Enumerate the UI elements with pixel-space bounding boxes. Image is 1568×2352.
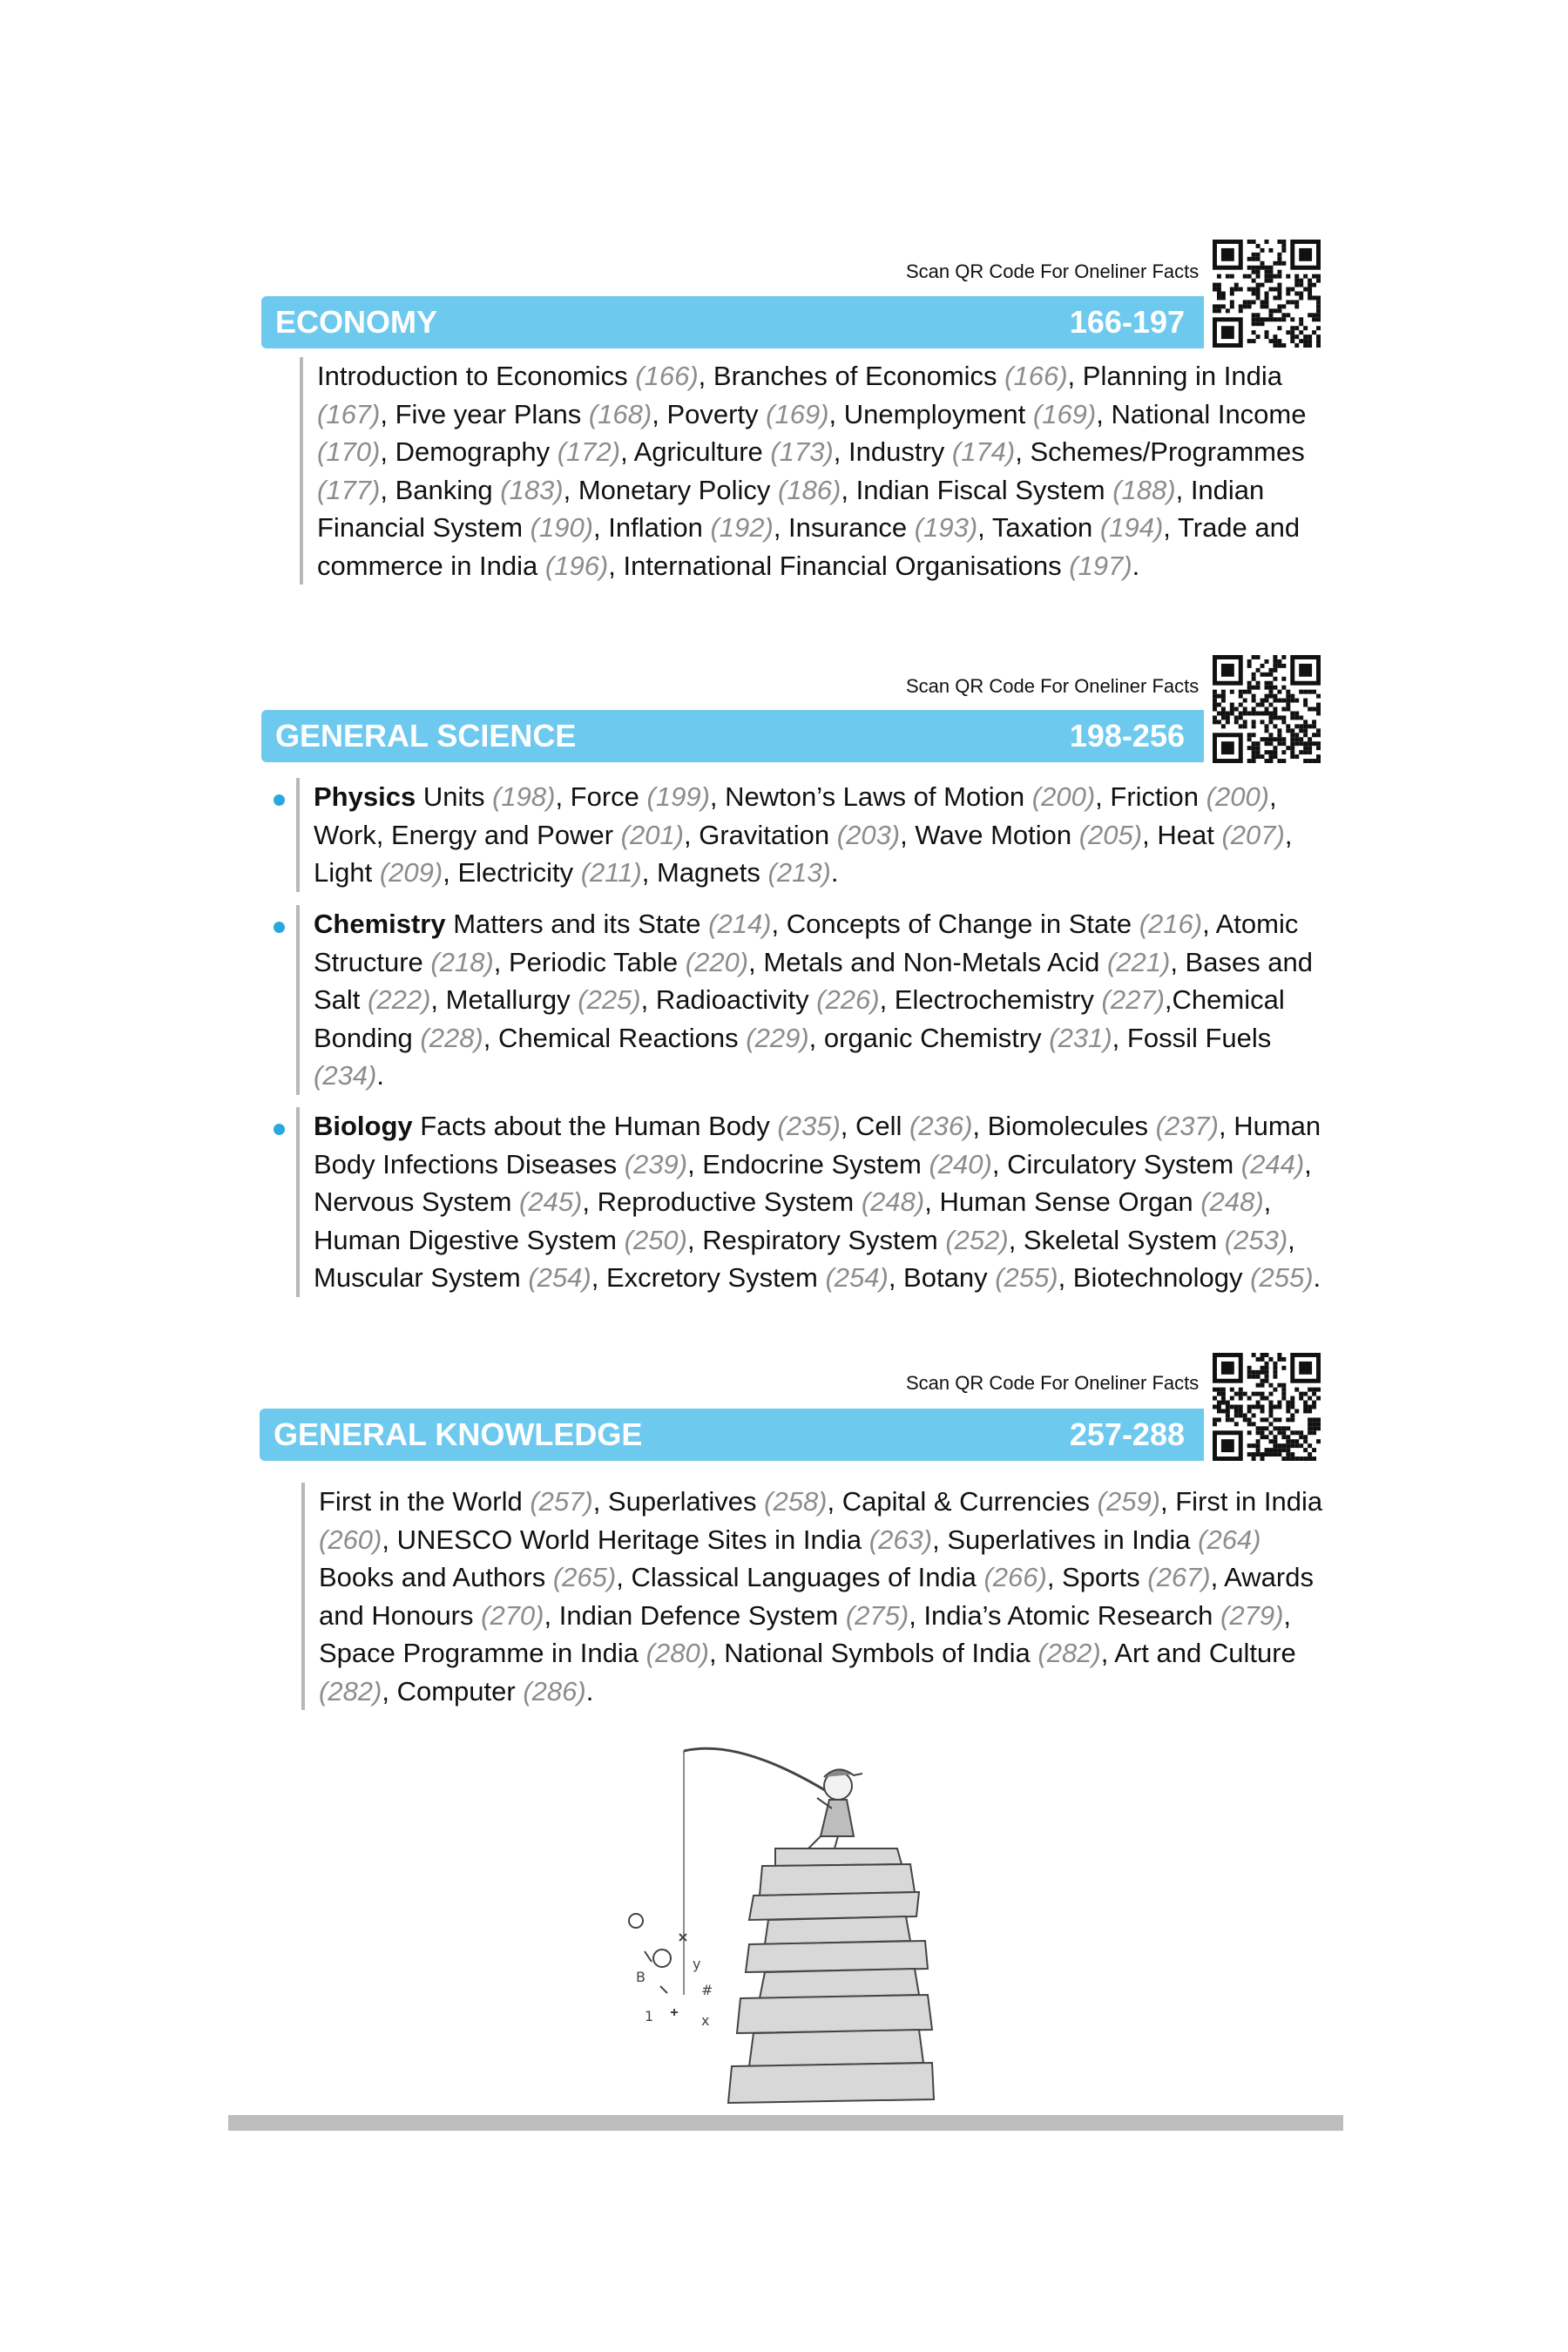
page-reference: (248) xyxy=(1200,1186,1264,1217)
gk-page-range: 257-288 xyxy=(1069,1416,1185,1452)
topic-text: , Bases and Salt xyxy=(314,946,1314,1015)
topic-text: , Magnets xyxy=(641,857,768,888)
page-reference: (275) xyxy=(845,1599,909,1631)
topic-text: , Industry xyxy=(833,436,952,467)
page-reference: (263) xyxy=(868,1524,933,1555)
page-reference: (168) xyxy=(588,398,652,429)
list-end: . xyxy=(1313,1262,1321,1293)
qr-label-gk: Scan QR Code For Oneliner Facts xyxy=(906,1372,1200,1394)
topic-text: , Chemical Reactions xyxy=(483,1022,747,1053)
topic-text: , Sports xyxy=(1046,1562,1148,1592)
topic-text: , Poverty xyxy=(652,398,767,429)
page-reference: (166) xyxy=(1004,361,1068,391)
physics-topic-list xyxy=(314,781,1292,888)
page-reference: (197) xyxy=(1069,550,1132,581)
page-reference: (183) xyxy=(500,474,564,505)
page-reference: (252) xyxy=(945,1224,1009,1255)
chemistry-topic-list xyxy=(314,909,1313,1091)
chemistry-topics xyxy=(296,905,1333,1095)
page-reference: (253) xyxy=(1224,1224,1288,1255)
topic-text: , Banking xyxy=(380,474,501,505)
list-end: . xyxy=(376,1060,384,1091)
topic-text: , Superlatives xyxy=(592,1486,765,1517)
topic-text: , Indian Defence System xyxy=(544,1599,846,1631)
topic-text: , Gravitation xyxy=(684,819,837,850)
topic-text: , Branches of Economics xyxy=(698,361,1005,391)
boy-fishing-on-books-illustration xyxy=(610,1734,958,2108)
page-reference: (200) xyxy=(1206,781,1270,812)
page-reference: (194) xyxy=(1099,512,1164,543)
list-end: . xyxy=(1132,550,1140,581)
qr-code-icon[interactable] xyxy=(1213,655,1321,763)
topic-text: , Cell xyxy=(840,1111,910,1141)
page-reference: (265) xyxy=(552,1562,617,1592)
page-reference: (203) xyxy=(836,819,901,850)
topic-text: , Classical Languages of India xyxy=(616,1562,984,1592)
qr-code-icon[interactable] xyxy=(1213,240,1321,348)
topic-text: Introduction to Economics xyxy=(317,361,636,391)
topic-text: , Five year Plans xyxy=(380,398,589,429)
topic-text: , Electricity xyxy=(443,857,581,888)
topic-text: , Botany xyxy=(888,1262,996,1293)
list-end: . xyxy=(585,1675,594,1707)
page-reference: (169) xyxy=(1032,398,1097,429)
topic-text: , Art and Culture xyxy=(1100,1638,1296,1668)
gk-topic-list xyxy=(319,1486,1322,1707)
topic-text: , Skeletal System xyxy=(1008,1224,1225,1255)
page-reference: (237) xyxy=(1155,1111,1219,1141)
science-section-header xyxy=(261,710,1204,762)
page-reference: (211) xyxy=(580,857,642,888)
topic-text: , Reproductive System xyxy=(582,1186,862,1217)
topic-text: , organic Chemistry xyxy=(808,1022,1050,1053)
page-reference: (279) xyxy=(1220,1599,1284,1631)
economy-page-range: 166-197 xyxy=(1069,304,1185,340)
gk-section-header xyxy=(260,1409,1204,1461)
page-reference: (196) xyxy=(544,550,609,581)
topic-text: , Insurance xyxy=(773,512,915,543)
page-reference: (177) xyxy=(317,474,381,505)
page-reference: (282) xyxy=(319,1675,382,1707)
page-reference: (231) xyxy=(1049,1022,1112,1053)
gk-topics xyxy=(301,1483,1329,1710)
svg-text:B: B xyxy=(636,1969,645,1985)
page-reference: (234) xyxy=(314,1060,377,1091)
topic-text: , Indian Fiscal System xyxy=(841,474,1113,505)
topic-text: , Atomic Structure xyxy=(314,909,1299,977)
chemistry-heading: Chemistry xyxy=(314,909,446,939)
topic-text: , Schemes/Programmes xyxy=(1015,436,1305,467)
page-reference: (188) xyxy=(1112,474,1176,505)
page-reference: (282) xyxy=(1037,1638,1101,1668)
qr-label-science: Scan QR Code For Oneliner Facts xyxy=(906,675,1200,697)
topic-text: , Demography xyxy=(380,436,558,467)
page-reference: (214) xyxy=(708,909,772,939)
page-reference: (173) xyxy=(770,436,834,467)
page-reference: (198) xyxy=(492,781,556,812)
page-reference: (228) xyxy=(420,1022,483,1053)
page-reference: (245) xyxy=(519,1186,583,1217)
page-reference: (236) xyxy=(909,1111,973,1141)
page-reference: (209) xyxy=(379,857,443,888)
page-reference: (225) xyxy=(578,984,641,1015)
page-reference: (170) xyxy=(317,436,381,467)
physics-topics xyxy=(296,778,1333,892)
svg-text:1: 1 xyxy=(645,2008,654,2024)
qr-label-economy: Scan QR Code For Oneliner Facts xyxy=(906,260,1200,282)
topic-text: , Agriculture xyxy=(620,436,771,467)
topic-text: , Biotechnology xyxy=(1058,1262,1251,1293)
bullet-icon xyxy=(274,794,285,806)
topic-text: , Nervous System xyxy=(314,1148,1312,1217)
topic-text: ,Chemical Bonding xyxy=(314,984,1285,1053)
economy-section-header xyxy=(261,296,1204,348)
page-reference: (229) xyxy=(746,1022,809,1053)
topic-text: , Fossil Fuels xyxy=(1112,1022,1272,1053)
topic-text: , Light xyxy=(314,819,1293,888)
page-reference: (172) xyxy=(557,436,621,467)
topic-text: , Radioactivity xyxy=(640,984,817,1015)
list-end: . xyxy=(830,857,839,888)
topic-text: , Human Body Infections Diseases xyxy=(314,1111,1321,1179)
topic-text: , Electrochemistry xyxy=(879,984,1102,1015)
page-reference: (254) xyxy=(825,1262,889,1293)
page-reference: (199) xyxy=(646,781,710,812)
topic-text: , Endocrine System xyxy=(687,1148,929,1179)
page-reference: (169) xyxy=(766,398,829,429)
page-reference: (248) xyxy=(861,1186,925,1217)
page-reference: (255) xyxy=(995,1262,1058,1293)
topic-text: , Computer xyxy=(382,1675,524,1707)
topic-text: , Force xyxy=(555,781,647,812)
topic-text: , Inflation xyxy=(593,512,711,543)
science-title: GENERAL SCIENCE xyxy=(275,718,577,754)
page-reference: (213) xyxy=(767,857,831,888)
topic-text: , Unemployment xyxy=(828,398,1033,429)
topic-text: , Work, Energy and Power xyxy=(314,781,1277,850)
page-reference: (216) xyxy=(1139,909,1203,939)
topic-text: , First in India xyxy=(1160,1486,1323,1517)
topic-text: Facts about the Human Body xyxy=(412,1111,778,1141)
page-reference: (218) xyxy=(430,946,494,977)
topic-text: , Space Programme in India xyxy=(319,1599,1292,1668)
topic-text: , Metals and Non-Metals Acid xyxy=(748,946,1107,977)
topic-text: , UNESCO World Heritage Sites in India xyxy=(382,1524,869,1555)
topic-text: , Indian Financial System xyxy=(317,474,1265,543)
page-reference: (260) xyxy=(319,1524,382,1555)
page-reference: (193) xyxy=(914,512,978,543)
page-reference: (280) xyxy=(645,1638,710,1668)
page-reference: (286) xyxy=(523,1675,586,1707)
topic-text: , India’s Atomic Research xyxy=(909,1599,1221,1631)
topic-text: , Human Digestive System xyxy=(314,1186,1272,1255)
page-reference: (190) xyxy=(530,512,594,543)
page-reference: (235) xyxy=(777,1111,841,1141)
page-reference: (270) xyxy=(481,1599,544,1631)
page-reference: (207) xyxy=(1221,819,1285,850)
physics-heading: Physics xyxy=(314,781,416,812)
topic-text: , Newton’s Laws of Motion xyxy=(709,781,1032,812)
topic-text: , Friction xyxy=(1095,781,1206,812)
page-reference: (266) xyxy=(983,1562,1047,1592)
biology-topic-list xyxy=(314,1111,1321,1293)
page-reference: (255) xyxy=(1250,1262,1314,1293)
topic-text: , Awards and Honours xyxy=(319,1562,1314,1631)
topic-text: , International Financial Organisations xyxy=(608,550,1070,581)
biology-topics xyxy=(296,1107,1333,1297)
topic-text: , Wave Motion xyxy=(900,819,1079,850)
bullet-icon xyxy=(274,1124,285,1135)
page-reference: (174) xyxy=(951,436,1016,467)
page-reference: (267) xyxy=(1147,1562,1211,1592)
page-reference: (222) xyxy=(368,984,431,1015)
topic-text: Units xyxy=(416,781,493,812)
topic-text: , Circulatory System xyxy=(991,1148,1241,1179)
topic-text: , Human Sense Organ xyxy=(924,1186,1201,1217)
page-reference: (201) xyxy=(620,819,685,850)
page-reference: (226) xyxy=(816,984,880,1015)
page-reference: (192) xyxy=(710,512,774,543)
topic-text: , Metallurgy xyxy=(430,984,578,1015)
svg-text:#: # xyxy=(701,1982,713,1998)
topic-text: , Muscular System xyxy=(314,1224,1295,1293)
topic-text: First in the World xyxy=(319,1486,531,1517)
economy-title: ECONOMY xyxy=(275,304,438,340)
page-reference: (227) xyxy=(1101,984,1165,1015)
economy-topic-list xyxy=(317,361,1306,581)
page-reference: (257) xyxy=(530,1486,593,1517)
topic-text: , Superlatives in India xyxy=(932,1524,1199,1555)
qr-code-icon[interactable] xyxy=(1213,1353,1321,1461)
topic-text: , Taxation xyxy=(977,512,1100,543)
page-reference: (254) xyxy=(528,1262,591,1293)
page-reference: (186) xyxy=(778,474,841,505)
topic-text: , Concepts of Change in State xyxy=(771,909,1139,939)
topic-text: Books and Authors xyxy=(319,1562,553,1592)
topic-text: , Monetary Policy xyxy=(563,474,778,505)
topic-text: , Planning in India xyxy=(1067,361,1283,391)
page-reference: (205) xyxy=(1078,819,1143,850)
gk-title: GENERAL KNOWLEDGE xyxy=(274,1416,643,1452)
topic-text: , Respiratory System xyxy=(687,1224,946,1255)
page-reference: (220) xyxy=(685,946,749,977)
topic-text: , Heat xyxy=(1142,819,1222,850)
biology-heading: Biology xyxy=(314,1111,413,1141)
page-reference: (200) xyxy=(1031,781,1096,812)
page-reference: (166) xyxy=(635,361,699,391)
page-reference: (221) xyxy=(1106,946,1171,977)
page-reference: (250) xyxy=(624,1224,687,1255)
topic-text: , Capital & Currencies xyxy=(827,1486,1098,1517)
footer-rule xyxy=(228,2115,1343,2131)
svg-text:x: x xyxy=(701,2012,710,2029)
page-reference: (259) xyxy=(1097,1486,1161,1517)
bullet-icon xyxy=(274,922,285,933)
science-page-range: 198-256 xyxy=(1069,718,1185,754)
topic-text: , Biomolecules xyxy=(972,1111,1156,1141)
page-reference: (258) xyxy=(764,1486,828,1517)
topic-text: , National Income xyxy=(1096,398,1307,429)
topic-text: , National Symbols of India xyxy=(709,1638,1038,1668)
page-reference: (240) xyxy=(929,1148,992,1179)
topic-text: , Periodic Table xyxy=(493,946,686,977)
topic-text: , Excretory System xyxy=(591,1262,826,1293)
page-reference: (239) xyxy=(624,1148,688,1179)
topic-text: , Trade and commerce in India xyxy=(317,512,1301,581)
page-reference: (244) xyxy=(1240,1148,1305,1179)
topic-text: Matters and its State xyxy=(445,909,709,939)
page-reference: (264) xyxy=(1198,1524,1261,1555)
page-reference: (167) xyxy=(317,398,381,429)
svg-text:y: y xyxy=(693,1956,701,1972)
economy-topics xyxy=(300,357,1328,585)
